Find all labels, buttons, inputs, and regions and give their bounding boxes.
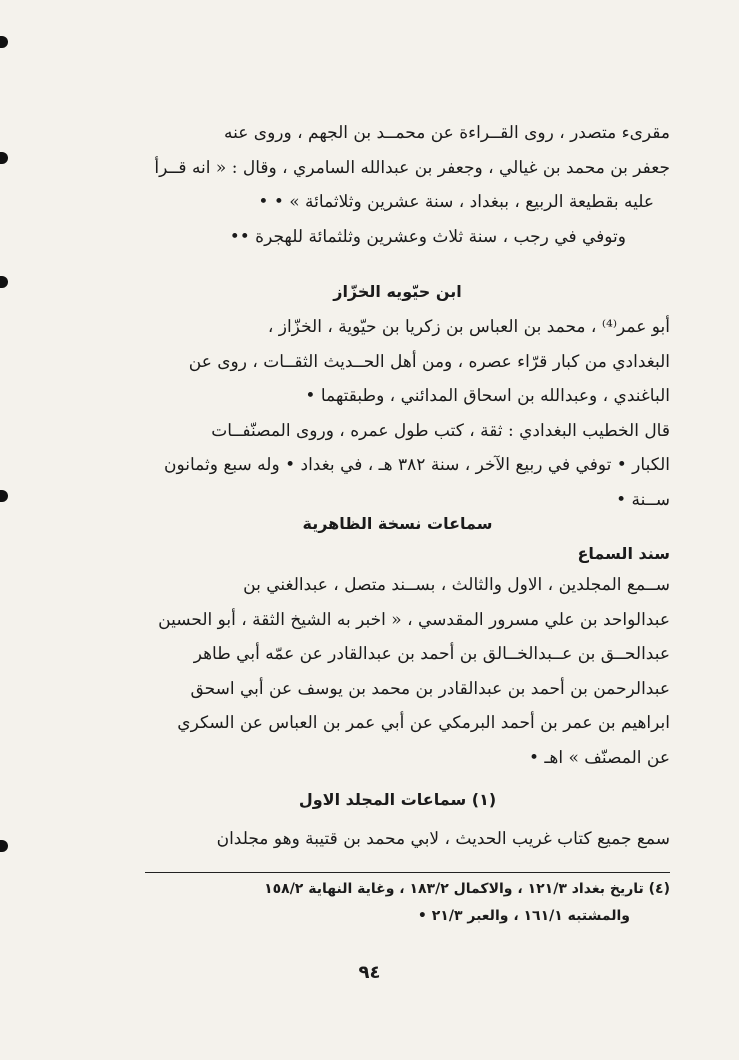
text-line: قال الخطيب البغدادي : ثقة ، كتب طول عمره ، وروى المصنّفــات [211, 420, 670, 441]
text-line: سمع جميع كتاب غريب الحديث ، لابي محمد بن قتيبة وهو مجلدان [216, 829, 670, 849]
paragraph-vol1 [125, 822, 670, 857]
text-line: ابراهيم بن عمر بن أحمد البرمكي عن أبي عمر بن العباس عن السكري [177, 713, 670, 733]
text-line: أبو عمر⁽⁴⁾ ، محمد بن العباس بن زكريا بن حيّوية ، الخزّاز ، [267, 317, 670, 337]
footnote-line: (٤) تاريخ بغداد ١٢١/٣ ، والاكمال ١٨٣/٢ ، وغاية النهاية ١٥٨/٢ [264, 881, 670, 897]
binding-mark [0, 36, 8, 48]
text-line: الباغندي ، وعبدالله بن اسحاق المدائني ، وطبقتهما • [305, 386, 670, 406]
text-line: عبدالحــق بن عــبدالخــالق بن أحمد بن عبدالقادر عن عمّه أبي طاهر [193, 644, 670, 664]
section-heading: (١) سماعات المجلد الاول [298, 790, 497, 809]
paragraph-ibn-hayyawayh [125, 310, 670, 517]
text-line: جعفر بن محمد بن غيالي ، وجعفر بن عبدالله السامري ، وقال : « انه قــرأ [154, 157, 670, 178]
paragraph-reader-bio [125, 116, 670, 254]
text-line: البغدادي من كبار قرّاء عصره ، ومن أهل الحــديث الثقــات ، روى عن [188, 351, 670, 372]
page-number: ٩٤ [358, 962, 381, 983]
text-line: عن المصنّف » اهـ • [529, 747, 670, 768]
text-line: ســمع المجلدين ، الاول والثالث ، بســند متصل ، عبدالغني بن [243, 575, 670, 595]
text-line: عبدالرحمن بن أحمد بن عبدالقادر بن محمد بن يوسف عن أبي اسحق [190, 678, 670, 699]
subsection-heading: سند السماع [577, 544, 670, 563]
binding-mark [0, 152, 8, 164]
footnote [125, 876, 670, 930]
text-line: وتوفي في رجب ، سنة ثلاث وعشرين وثلثمائة للهجرة •• [229, 226, 626, 247]
section-heading: سماعات نسخة الظاهرية [302, 514, 493, 533]
footnote-line: والمشتبه ١٦١/١ ، والعبر ٢١/٣ • [417, 908, 630, 924]
text-line: مقرىء متصدر ، روى القــراءة عن محمــد بن الجهم ، وروى عنه [223, 123, 670, 143]
text-line: عبدالواحد بن علي مسرور المقدسي ، « اخبر به الشيخ الثقة ، أبو الحسين [158, 609, 670, 630]
binding-mark [0, 276, 8, 288]
section-heading: ابن حيّويه الخزّاز [333, 282, 462, 301]
binding-mark [0, 490, 8, 502]
text-line: الكبار • توفي في ربيع الآخر ، سنة ٣٨٢ هـ ، في بغداد • وله سبع وثمانون [164, 455, 670, 475]
text-line: ســنة • [616, 489, 670, 510]
paragraph-sanad [125, 568, 670, 775]
footnote-divider [145, 872, 670, 873]
text-line: عليه بقطيعة الربيع ، ببغداد ، سنة عشرين وثلاثمائة » • • [258, 192, 654, 212]
binding-mark [0, 840, 8, 852]
